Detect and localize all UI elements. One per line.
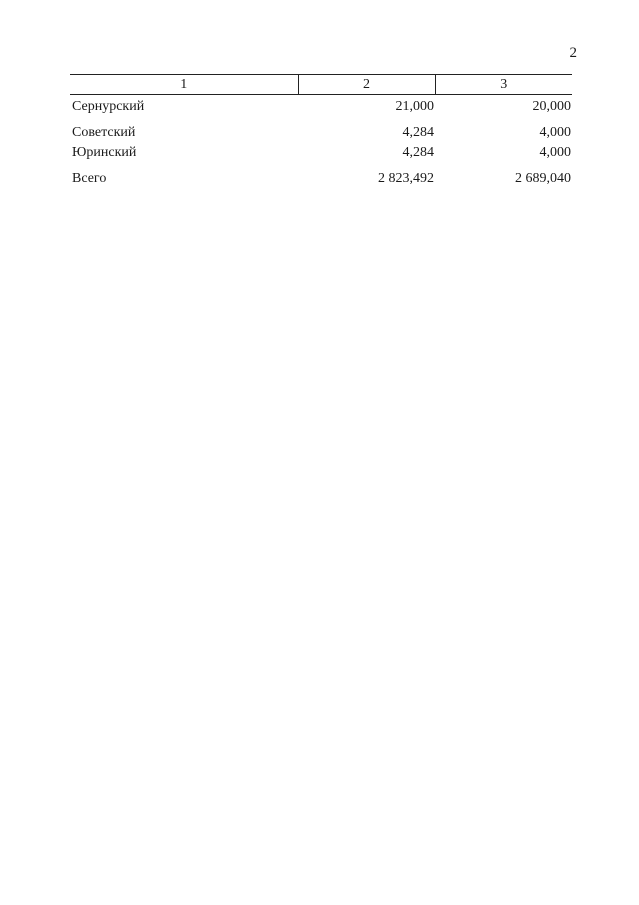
table-row — [70, 142, 572, 162]
column-header-3: 3 — [435, 75, 572, 95]
data-table — [70, 74, 572, 188]
total-value-column-2: 2 823,492 — [378, 171, 434, 186]
column-header-2: 2 — [298, 75, 435, 95]
total-label: Всего — [72, 171, 107, 186]
table-row — [70, 116, 572, 142]
value-column-2: 4,284 — [402, 125, 434, 140]
total-value-column-3: 2 689,040 — [515, 171, 571, 186]
page-number: 2 — [569, 45, 577, 61]
column-header-1: 1 — [70, 75, 298, 95]
total-row — [70, 162, 572, 188]
value-column-3: 20,000 — [532, 99, 571, 114]
district-name: Сернурский — [72, 99, 145, 114]
table-body — [70, 95, 572, 189]
value-column-2: 4,284 — [402, 145, 434, 160]
table-header — [70, 75, 572, 95]
district-name: Советский — [72, 125, 136, 140]
table-row — [70, 95, 572, 117]
value-column-3: 4,000 — [539, 145, 571, 160]
district-name: Юринский — [72, 145, 137, 160]
value-column-3: 4,000 — [539, 125, 571, 140]
value-column-2: 21,000 — [395, 99, 434, 114]
header-row — [70, 75, 572, 95]
